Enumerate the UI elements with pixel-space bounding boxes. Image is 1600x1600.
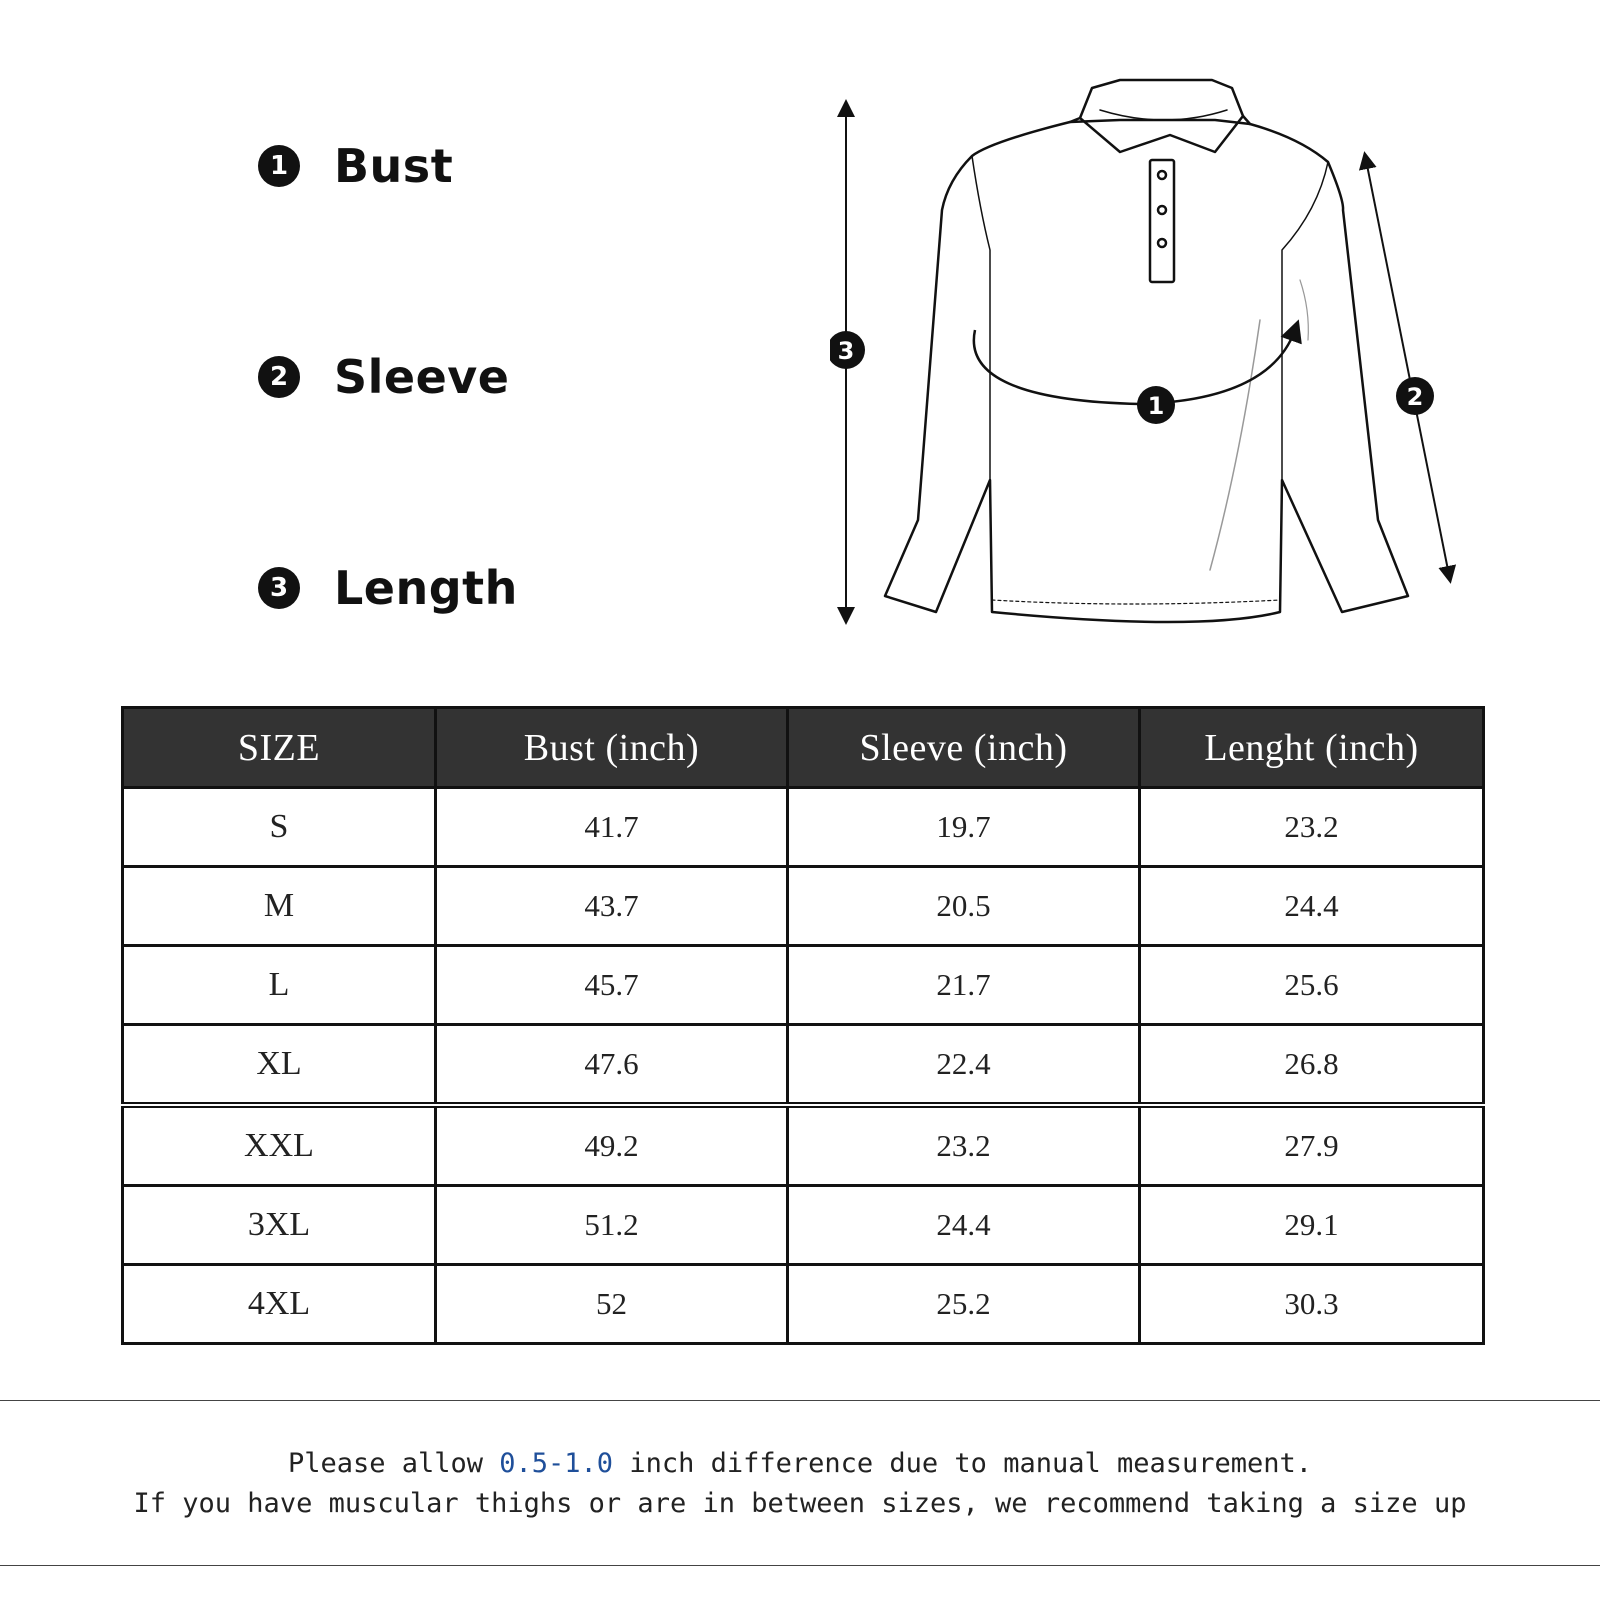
- svg-text:2: 2: [1406, 383, 1424, 411]
- table-row: [123, 1186, 1484, 1265]
- bust-cell: 47.6: [436, 1025, 788, 1106]
- legend-item-length: [258, 561, 518, 615]
- polo-shirt-icon: [830, 60, 1490, 640]
- length-cell: 30.3: [1140, 1265, 1484, 1344]
- top-divider: [0, 1400, 1600, 1401]
- sleeve-cell: 20.5: [788, 867, 1140, 946]
- svg-text:1: 1: [1147, 392, 1165, 420]
- header-length: Lenght (inch): [1140, 708, 1484, 788]
- number-3-icon: 3: [258, 567, 300, 609]
- length-cell: 24.4: [1140, 867, 1484, 946]
- length-cell: 27.9: [1140, 1105, 1484, 1186]
- header-bust: Bust (inch): [436, 708, 788, 788]
- note-tolerance: 0.5-1.0: [499, 1448, 614, 1479]
- sleeve-cell: 23.2: [788, 1105, 1140, 1186]
- marker-2-icon: [1396, 377, 1434, 415]
- table-row: [123, 1025, 1484, 1106]
- legend-label-sleeve: Sleeve: [334, 350, 510, 404]
- legend-item-sleeve: [258, 350, 509, 404]
- length-cell: 29.1: [1140, 1186, 1484, 1265]
- table-row: [123, 946, 1484, 1025]
- length-cell: 25.6: [1140, 946, 1484, 1025]
- size-cell: L: [123, 946, 436, 1025]
- svg-text:3: 3: [837, 337, 855, 365]
- marker-3-icon: [830, 331, 865, 369]
- bust-cell: 49.2: [436, 1105, 788, 1186]
- number-2-icon: 2: [258, 356, 300, 398]
- bust-cell: 41.7: [436, 788, 788, 867]
- measurement-legend: [258, 120, 678, 640]
- size-chart-table: [121, 706, 1485, 1345]
- bottom-divider: [0, 1565, 1600, 1566]
- size-cell: M: [123, 867, 436, 946]
- size-cell: XL: [123, 1025, 436, 1106]
- note-prefix: Please allow: [287, 1448, 500, 1479]
- table-row: [123, 867, 1484, 946]
- legend-item-bust: [258, 139, 453, 193]
- sleeve-cell: 24.4: [788, 1186, 1140, 1265]
- header-size: SIZE: [123, 708, 436, 788]
- sleeve-cell: 25.2: [788, 1265, 1140, 1344]
- size-cell: 4XL: [123, 1265, 436, 1344]
- length-cell: 23.2: [1140, 788, 1484, 867]
- size-cell: S: [123, 788, 436, 867]
- bust-cell: 43.7: [436, 867, 788, 946]
- legend-label-length: Length: [334, 561, 518, 615]
- sizing-advice: If you have muscular thighs or are in between sizes, we recommend taking a size up: [133, 1488, 1467, 1519]
- table-row: [123, 1265, 1484, 1344]
- length-cell: 26.8: [1140, 1025, 1484, 1106]
- marker-1-icon: [1137, 386, 1175, 424]
- sleeve-cell: 22.4: [788, 1025, 1140, 1106]
- sleeve-cell: 19.7: [788, 788, 1140, 867]
- note-suffix: inch difference due to manual measurement.: [613, 1448, 1313, 1479]
- polo-shirt-diagram: [830, 60, 1490, 640]
- table-row: [123, 788, 1484, 867]
- table-header-row: [123, 708, 1484, 788]
- header-sleeve: Sleeve (inch): [788, 708, 1140, 788]
- table-row: [123, 1105, 1484, 1186]
- measurement-note: [0, 1448, 1600, 1479]
- sleeve-cell: 21.7: [788, 946, 1140, 1025]
- bust-cell: 45.7: [436, 946, 788, 1025]
- number-1-icon: 1: [258, 145, 300, 187]
- legend-label-bust: Bust: [334, 139, 454, 193]
- bust-cell: 51.2: [436, 1186, 788, 1265]
- bust-cell: 52: [436, 1265, 788, 1344]
- size-cell: 3XL: [123, 1186, 436, 1265]
- size-cell: XXL: [123, 1105, 436, 1186]
